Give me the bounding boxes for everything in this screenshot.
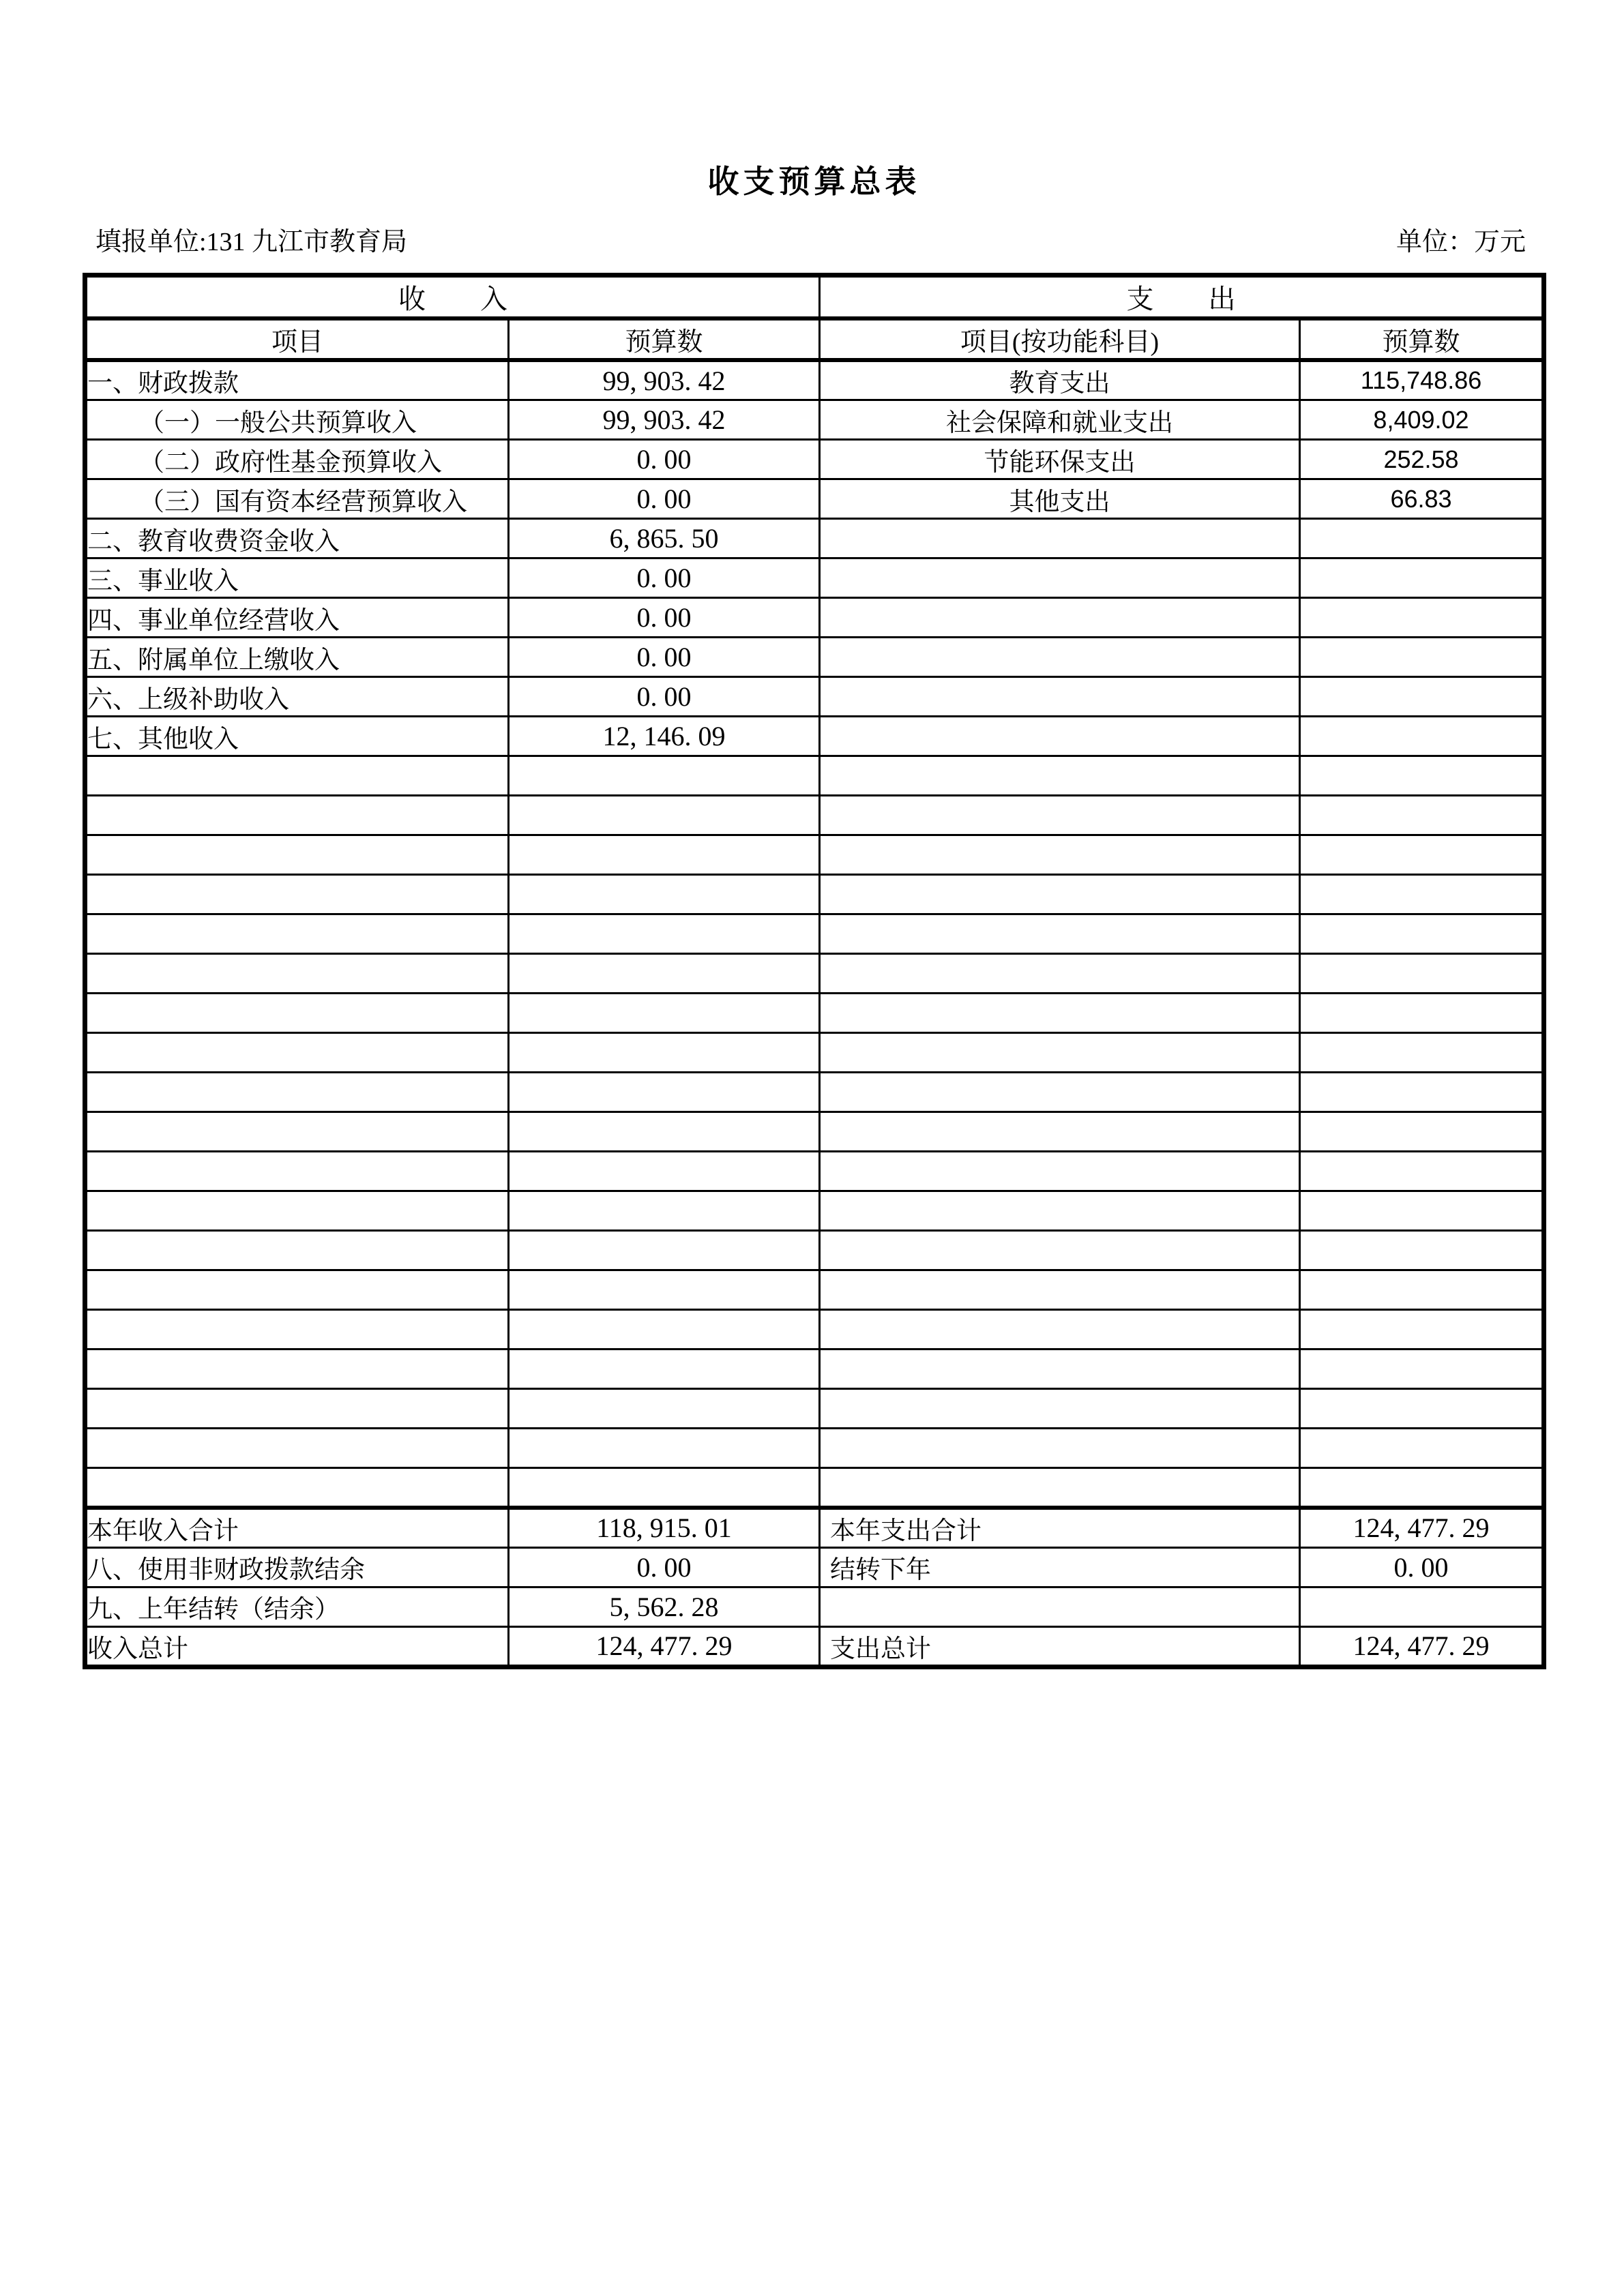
income-item-cell: （一）一般公共预算收入 <box>85 400 509 440</box>
income-item-cell <box>85 796 509 835</box>
income-item-cell: 二、教育收费资金收入 <box>85 519 509 558</box>
empty-table-row <box>85 914 1544 954</box>
income-item-cell: 八、使用非财政拨款结余 <box>85 1547 509 1587</box>
income-item-cell: 六、上级补助收入 <box>85 677 509 717</box>
expense-item-cell <box>820 519 1300 558</box>
expense-budget-cell <box>1300 1350 1544 1389</box>
expense-budget-cell <box>1300 756 1544 796</box>
income-budget-cell: 124, 477. 29 <box>509 1626 820 1667</box>
income-budget-cell: 5, 562. 28 <box>509 1587 820 1626</box>
expense-budget-cell <box>1300 1587 1544 1626</box>
empty-table-row <box>85 756 1544 796</box>
expense-item-cell <box>820 875 1300 914</box>
income-item-cell <box>85 1350 509 1389</box>
expense-item-cell <box>820 1112 1300 1152</box>
expense-item-cell: 教育支出 <box>820 360 1300 400</box>
table-row <box>85 440 1544 479</box>
total-table-row <box>85 1547 1544 1587</box>
expense-item-cell <box>820 1033 1300 1073</box>
expense-budget-cell <box>1300 1389 1544 1429</box>
expense-item-cell <box>820 598 1300 638</box>
expense-budget-cell: 124, 477. 29 <box>1300 1626 1544 1667</box>
empty-table-row <box>85 1112 1544 1152</box>
income-budget-cell <box>509 1270 820 1310</box>
income-item-cell <box>85 875 509 914</box>
income-item-cell <box>85 914 509 954</box>
empty-table-row <box>85 796 1544 835</box>
empty-table-row <box>85 1468 1544 1508</box>
expense-budget-cell: 252.58 <box>1300 440 1544 479</box>
empty-table-row <box>85 1073 1544 1112</box>
empty-table-row <box>85 1231 1544 1270</box>
table-row <box>85 479 1544 519</box>
expense-item-cell <box>820 1310 1300 1350</box>
income-item-cell <box>85 1468 509 1508</box>
expense-budget-cell <box>1300 1429 1544 1468</box>
income-item-cell <box>85 756 509 796</box>
expense-budget-header: 预算数 <box>1300 318 1544 360</box>
income-budget-cell: 0. 00 <box>509 638 820 677</box>
income-budget-cell <box>509 756 820 796</box>
expense-item-cell <box>820 1350 1300 1389</box>
expense-item-cell <box>820 835 1300 875</box>
expense-budget-cell <box>1300 796 1544 835</box>
expense-item-cell <box>820 638 1300 677</box>
income-budget-cell: 0. 00 <box>509 479 820 519</box>
income-budget-cell <box>509 875 820 914</box>
expense-item-cell <box>820 1191 1300 1231</box>
income-group-header: 收入 <box>85 275 820 319</box>
unit-note: 单位：万元 <box>1396 228 1526 256</box>
empty-table-row <box>85 1429 1544 1468</box>
income-budget-cell <box>509 1231 820 1270</box>
income-budget-cell <box>509 835 820 875</box>
income-item-cell <box>85 1152 509 1191</box>
budget-table-body <box>85 360 1544 1667</box>
expense-item-cell <box>820 954 1300 994</box>
income-budget-cell <box>509 914 820 954</box>
expense-item-cell: 其他支出 <box>820 479 1300 519</box>
expense-item-cell <box>820 1270 1300 1310</box>
income-budget-cell <box>509 1073 820 1112</box>
expense-item-cell <box>820 1389 1300 1429</box>
income-budget-cell <box>509 1310 820 1350</box>
income-budget-cell: 99, 903. 42 <box>509 400 820 440</box>
income-budget-cell <box>509 1152 820 1191</box>
expense-budget-cell: 124, 477. 29 <box>1300 1508 1544 1548</box>
income-budget-cell: 118, 915. 01 <box>509 1508 820 1548</box>
table-row <box>85 519 1544 558</box>
income-item-cell: 四、事业单位经营收入 <box>85 598 509 638</box>
income-item-cell: 三、事业收入 <box>85 558 509 598</box>
income-item-cell <box>85 954 509 994</box>
table-row <box>85 677 1544 717</box>
income-item-cell: 收入总计 <box>85 1626 509 1667</box>
income-budget-cell <box>509 1389 820 1429</box>
column-header-row <box>85 318 1544 360</box>
empty-table-row <box>85 875 1544 914</box>
expense-item-cell <box>820 677 1300 717</box>
income-budget-cell: 6, 865. 50 <box>509 519 820 558</box>
empty-table-row <box>85 1310 1544 1350</box>
income-item-cell <box>85 1033 509 1073</box>
expense-budget-cell <box>1300 1270 1544 1310</box>
expense-item-header: 项目(按功能科目) <box>820 318 1300 360</box>
expense-budget-cell <box>1300 994 1544 1033</box>
income-item-cell: 七、其他收入 <box>85 717 509 756</box>
empty-table-row <box>85 1033 1544 1073</box>
expense-budget-cell <box>1300 1310 1544 1350</box>
table-row <box>85 717 1544 756</box>
total-table-row <box>85 1626 1544 1667</box>
income-item-cell <box>85 1073 509 1112</box>
income-item-cell: （二）政府性基金预算收入 <box>85 440 509 479</box>
expense-budget-cell: 8,409.02 <box>1300 400 1544 440</box>
table-row <box>85 400 1544 440</box>
page-title: 收支预算总表 <box>707 164 921 199</box>
expense-budget-cell <box>1300 954 1544 994</box>
income-item-cell: 本年收入合计 <box>85 1508 509 1548</box>
expense-budget-cell: 115,748.86 <box>1300 360 1544 400</box>
empty-table-row <box>85 1191 1544 1231</box>
income-budget-cell: 0. 00 <box>509 677 820 717</box>
income-budget-cell: 12, 146. 09 <box>509 717 820 756</box>
empty-table-row <box>85 954 1544 994</box>
income-budget-cell: 0. 00 <box>509 440 820 479</box>
expense-item-cell: 本年支出合计 <box>820 1508 1300 1548</box>
empty-table-row <box>85 1152 1544 1191</box>
expense-budget-cell <box>1300 638 1544 677</box>
income-budget-cell <box>509 994 820 1033</box>
income-budget-cell <box>509 1112 820 1152</box>
expense-item-cell <box>820 1587 1300 1626</box>
reporting-unit: 填报单位:131 九江市教育局 <box>95 228 408 256</box>
income-budget-cell: 99, 903. 42 <box>509 360 820 400</box>
total-table-row <box>85 1508 1544 1548</box>
expense-budget-cell <box>1300 598 1544 638</box>
income-item-cell: 五、附属单位上缴收入 <box>85 638 509 677</box>
expense-budget-cell <box>1300 1112 1544 1152</box>
expense-budget-cell <box>1300 835 1544 875</box>
expense-budget-cell <box>1300 1468 1544 1508</box>
income-budget-cell <box>509 1429 820 1468</box>
income-item-cell: 九、上年结转（结余） <box>85 1587 509 1626</box>
income-item-header: 项目 <box>85 318 509 360</box>
income-item-cell <box>85 1389 509 1429</box>
total-table-row <box>85 1587 1544 1626</box>
income-item-cell <box>85 1429 509 1468</box>
expense-item-cell: 节能环保支出 <box>820 440 1300 479</box>
income-item-cell <box>85 1231 509 1270</box>
group-header-row <box>85 275 1544 319</box>
expense-budget-cell: 0. 00 <box>1300 1547 1544 1587</box>
income-budget-cell: 0. 00 <box>509 598 820 638</box>
income-budget-cell <box>509 1350 820 1389</box>
income-budget-cell <box>509 954 820 994</box>
expense-item-cell <box>820 717 1300 756</box>
expense-item-cell <box>820 1231 1300 1270</box>
income-item-cell: （三）国有资本经营预算收入 <box>85 479 509 519</box>
income-item-cell <box>85 994 509 1033</box>
income-budget-cell <box>509 1468 820 1508</box>
empty-table-row <box>85 994 1544 1033</box>
income-item-cell <box>85 1270 509 1310</box>
expense-budget-cell <box>1300 1152 1544 1191</box>
income-budget-cell: 0. 00 <box>509 1547 820 1587</box>
empty-table-row <box>85 835 1544 875</box>
budget-table <box>83 273 1546 1669</box>
income-budget-cell <box>509 1033 820 1073</box>
empty-table-row <box>85 1350 1544 1389</box>
expense-item-cell: 支出总计 <box>820 1626 1300 1667</box>
income-budget-cell: 0. 00 <box>509 558 820 598</box>
table-row <box>85 638 1544 677</box>
expense-item-cell <box>820 756 1300 796</box>
expense-budget-cell <box>1300 914 1544 954</box>
income-item-cell <box>85 835 509 875</box>
expense-budget-cell <box>1300 875 1544 914</box>
table-row <box>85 598 1544 638</box>
income-budget-header: 预算数 <box>509 318 820 360</box>
expense-budget-cell <box>1300 558 1544 598</box>
expense-budget-cell <box>1300 519 1544 558</box>
expense-item-cell <box>820 558 1300 598</box>
empty-table-row <box>85 1270 1544 1310</box>
income-item-cell <box>85 1112 509 1152</box>
expense-item-cell <box>820 1073 1300 1112</box>
income-budget-cell <box>509 796 820 835</box>
expense-budget-cell: 66.83 <box>1300 479 1544 519</box>
table-row <box>85 360 1544 400</box>
table-row <box>85 558 1544 598</box>
expense-item-cell <box>820 796 1300 835</box>
income-budget-cell <box>509 1191 820 1231</box>
expense-budget-cell <box>1300 717 1544 756</box>
expense-budget-cell <box>1300 1231 1544 1270</box>
expense-item-cell <box>820 1429 1300 1468</box>
expense-item-cell <box>820 914 1300 954</box>
expense-item-cell: 结转下年 <box>820 1547 1300 1587</box>
info-line <box>95 228 1526 258</box>
expense-budget-cell <box>1300 1191 1544 1231</box>
expense-item-cell <box>820 994 1300 1033</box>
income-item-cell: 一、财政拨款 <box>85 360 509 400</box>
income-item-cell <box>85 1310 509 1350</box>
expense-item-cell: 社会保障和就业支出 <box>820 400 1300 440</box>
expense-budget-cell <box>1300 677 1544 717</box>
expense-budget-cell <box>1300 1073 1544 1112</box>
expense-group-header: 支出 <box>820 275 1544 319</box>
empty-table-row <box>85 1389 1544 1429</box>
income-item-cell <box>85 1191 509 1231</box>
expense-budget-cell <box>1300 1033 1544 1073</box>
expense-item-cell <box>820 1468 1300 1508</box>
expense-item-cell <box>820 1152 1300 1191</box>
